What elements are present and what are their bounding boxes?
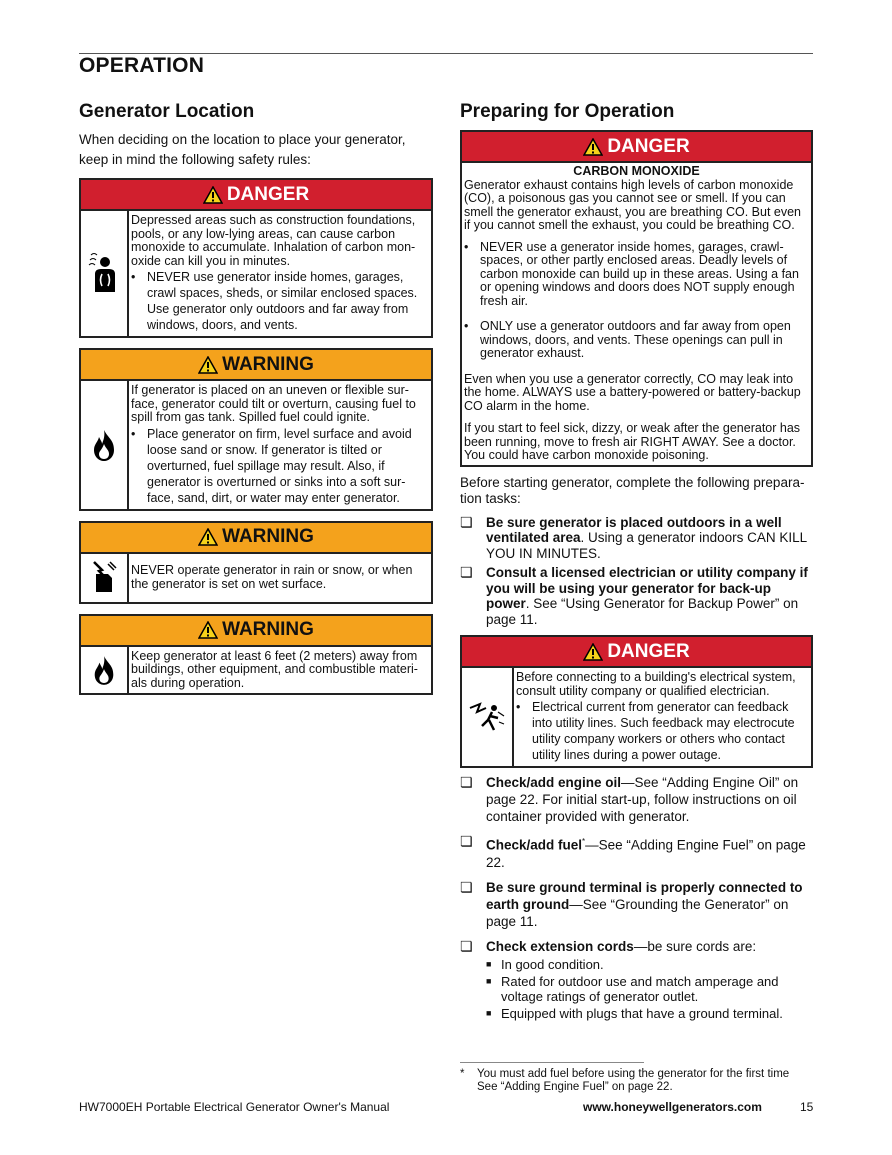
task-text: —See “Grounding the Generator” on page 11. bbox=[486, 896, 789, 929]
intro-text: When deciding on the location to place your generator, keep in mind the following safety rules: bbox=[79, 132, 406, 167]
danger-box-location bbox=[79, 178, 433, 338]
footnote-ref: * bbox=[582, 837, 586, 846]
bullet-glyph: • bbox=[464, 239, 469, 254]
footnote bbox=[460, 1068, 797, 1094]
danger-label: DANGER bbox=[607, 640, 690, 662]
cords-list bbox=[486, 957, 813, 1021]
danger-header bbox=[81, 180, 431, 211]
warning-label: WARNING bbox=[222, 353, 314, 375]
task-ground-terminal bbox=[460, 879, 813, 930]
square-bullet-icon: ■ bbox=[486, 958, 492, 969]
electric-shock-icon bbox=[81, 554, 129, 602]
footnote-text: You must add fuel before using the generator for the first time See “Adding Engine Fuel” on page 22. bbox=[477, 1068, 790, 1093]
square-bullet-icon: ■ bbox=[486, 1007, 492, 1018]
warning-triangle-icon bbox=[203, 186, 223, 204]
task-ventilated-area bbox=[460, 515, 813, 562]
task-text: —See “Adding Engine Fuel” on page 22. bbox=[486, 837, 806, 870]
list-item: ■ Equipped with plugs that have a ground terminal. bbox=[486, 1005, 783, 1021]
checkbox-icon: ❏ bbox=[460, 937, 473, 954]
warning-box-distance bbox=[79, 614, 433, 696]
co-paragraph-1: Generator exhaust contains high levels of carbon monoxide (CO), a poisonous gas you cannot see or smell. If you can smell the generator exhaust, you are breathing CO. But even if you cannot smell the exhaust, you could be breathing CO. bbox=[464, 177, 801, 232]
footnote-rule bbox=[460, 1062, 644, 1063]
bullet-glyph: • bbox=[516, 700, 521, 714]
danger-text: Before connecting to a building's electrical system, consult utility company or qualified electrician. bbox=[516, 670, 796, 698]
bullet-glyph: • bbox=[131, 270, 136, 284]
preparing-operation-section bbox=[460, 100, 813, 1021]
before-starting-text: Before starting generator, complete the following prepara-tion tasks: bbox=[460, 474, 805, 506]
warning-triangle-icon bbox=[583, 643, 603, 661]
warning-header bbox=[81, 616, 431, 647]
section-heading: Generator Location bbox=[79, 101, 255, 122]
warning-triangle-icon bbox=[583, 138, 603, 156]
warning-triangle-icon bbox=[198, 621, 218, 639]
warning-box-tilt bbox=[79, 348, 433, 511]
task-text: . Using a generator indoors CAN KILL YOU IN MINUTES. bbox=[486, 530, 807, 561]
square-bullet-icon: ■ bbox=[486, 975, 492, 986]
danger-label: DANGER bbox=[607, 135, 690, 157]
task-extension-cords bbox=[460, 938, 813, 955]
task-consult-electrician bbox=[460, 565, 813, 627]
fire-icon bbox=[81, 381, 129, 509]
warning-bullet: Place generator on firm, level surface and avoid loose sand or snow. If generator is tilted or overturned, fuel spillage may result. Also, if generator is overturned or sinks into a soft sur-face, sand, dirt, or water may enter generator. bbox=[147, 426, 412, 505]
co-paragraph-3: If you start to feel sick, dizzy, or weak after the generator has been running, move to fresh air RIGHT AWAY. See a doctor. You could have carbon monoxide poisoning. bbox=[464, 421, 801, 462]
danger-bullet: Electrical current from generator can feedback into utility lines. Such feedback may electrocute utility company workers or others who contact utility lines during a power outage. bbox=[532, 700, 795, 762]
task-text: —be sure cords are: bbox=[633, 938, 757, 954]
checkbox-icon: ❏ bbox=[460, 878, 473, 895]
checkbox-icon: ❏ bbox=[460, 513, 473, 530]
co-bullet-1: NEVER use a generator inside homes, garages, crawl-spaces, or other partly enclosed areas. Deadly levels of carbon monoxide can build up in these areas. Using a fan or opening windows and doors does NOT supply enough fresh air. bbox=[480, 239, 799, 308]
warning-text: Keep generator at least 6 feet (2 meters) away from buildings, other equipment, and combustible materi-als during operation. bbox=[131, 648, 418, 690]
bullet-glyph: • bbox=[131, 426, 136, 441]
warning-triangle-icon bbox=[198, 356, 218, 374]
danger-box-carbon-monoxide bbox=[460, 130, 813, 467]
page-title: OPERATION bbox=[79, 54, 205, 77]
warning-box-rain bbox=[79, 521, 433, 604]
list-item: ■ Rated for outdoor use and match amperage and voltage ratings of generator outlet. bbox=[486, 973, 779, 1004]
footer-manual-title: HW7000EH Portable Electrical Generator Owner's Manual bbox=[79, 1100, 390, 1114]
danger-text: Depressed areas such as construction foundations, pools, or any low-lying areas, can cause carbon monoxide to accumulate. Inhalation of carbon mon-oxide can kill you in minutes. bbox=[131, 213, 416, 268]
task-bold: Be sure ground terminal is properly connected to earth ground bbox=[486, 879, 803, 912]
checkbox-icon: ❏ bbox=[460, 564, 473, 580]
fire-icon bbox=[81, 647, 129, 694]
task-bold: Check/add fuel bbox=[486, 837, 583, 853]
section-heading: Preparing for Operation bbox=[460, 101, 675, 122]
danger-header bbox=[462, 637, 811, 668]
warning-header bbox=[81, 523, 431, 554]
danger-bullet: NEVER use generator inside homes, garages, crawl spaces, sheds, or similar enclosed spaces. Use generator only outdoors and far away from windows, doors, and vents. bbox=[147, 270, 418, 332]
warning-triangle-icon bbox=[198, 528, 218, 546]
task-bold: Consult a licensed electrician or utility company if you will be using your generator for back-up power bbox=[486, 565, 808, 611]
checkbox-icon: ❏ bbox=[460, 833, 473, 849]
task-bold: Be sure generator is placed outdoors in a well ventilated area bbox=[486, 514, 782, 545]
generator-location-section bbox=[79, 100, 433, 695]
task-text: —See “Adding Engine Oil” on page 22. For initial start-up, follow instructions on oil container provided with generator. bbox=[486, 775, 799, 824]
warning-text: NEVER operate generator in rain or snow, or when the generator is set on wet surface. bbox=[131, 563, 413, 591]
task-text: . See “Using Generator for Backup Power” on page 11. bbox=[486, 596, 799, 627]
warning-header bbox=[81, 350, 431, 381]
task-fuel bbox=[460, 833, 813, 871]
danger-label: DANGER bbox=[226, 183, 310, 205]
checkbox-icon: ❏ bbox=[460, 774, 473, 790]
warning-label: WARNING bbox=[222, 619, 314, 640]
footnote-mark: * bbox=[460, 1068, 465, 1080]
task-engine-oil bbox=[460, 774, 813, 825]
page-number: 15 bbox=[800, 1100, 814, 1114]
danger-header bbox=[462, 132, 811, 163]
toxic-fumes-icon bbox=[81, 211, 129, 336]
warning-text: If generator is placed on an uneven or flexible sur-face, generator could tilt or overturn, causing fuel to spill from gas tank. Spilled fuel could ignite. bbox=[131, 383, 416, 424]
electrocution-icon bbox=[462, 668, 514, 766]
co-paragraph-2: Even when you use a generator correctly, CO may leak into the home. ALWAYS use a battery-powered or battery-backup CO alarm in the home. bbox=[464, 371, 801, 413]
footer-url: www.honeywellgenerators.com bbox=[583, 1100, 762, 1114]
co-bullet-2: ONLY use a generator outdoors and far away from open windows, doors, and vents. These openings can pull in generator exhaust. bbox=[480, 319, 791, 360]
danger-box-electrical bbox=[460, 635, 813, 768]
task-bold: Check/add engine oil bbox=[486, 775, 622, 790]
danger-subtitle: CARBON MONOXIDE bbox=[573, 164, 700, 178]
task-bold: Check extension cords bbox=[486, 938, 634, 954]
warning-label: WARNING bbox=[222, 526, 314, 547]
bullet-glyph: • bbox=[464, 319, 469, 333]
list-item: ■ In good condition. bbox=[486, 956, 604, 972]
